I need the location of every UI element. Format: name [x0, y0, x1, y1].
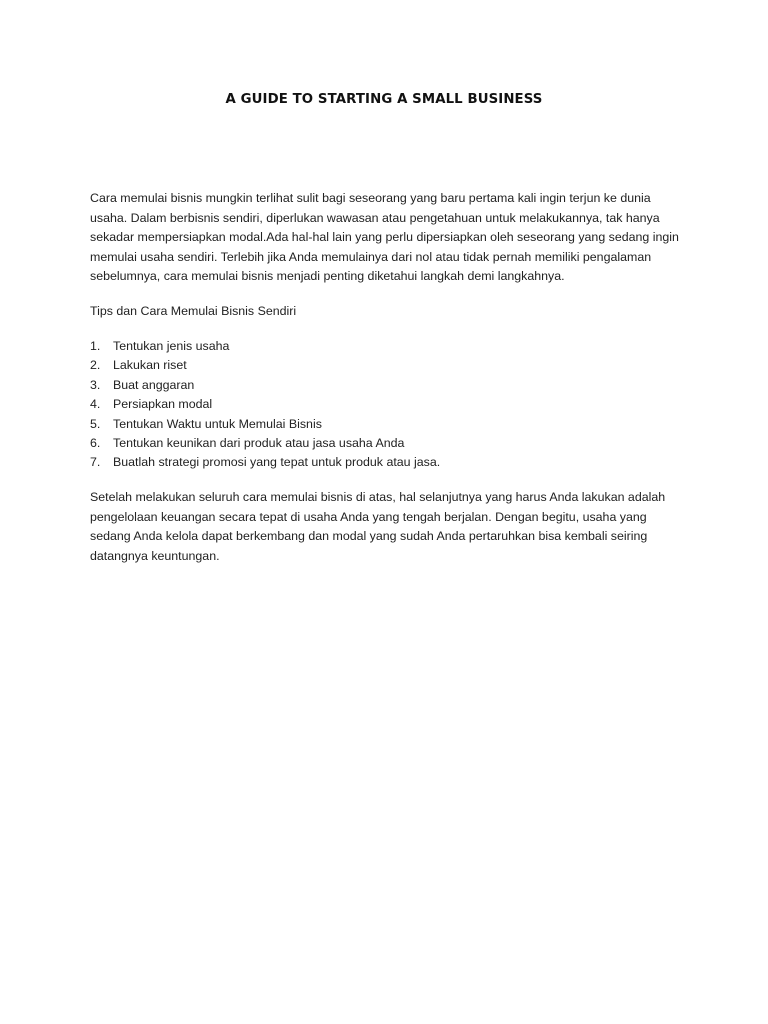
list-item	[90, 337, 690, 356]
list-item	[90, 434, 690, 453]
step-number: 4.	[90, 397, 101, 412]
list-item	[90, 453, 690, 472]
step-number: 7.	[90, 455, 101, 470]
intro-paragraph: Cara memulai bisnis mungkin terlihat sulit bagi seseorang yang baru pertama kali ingin terjun ke dunia usaha. Dalam berbisnis sendiri, diperlukan wawasan atau pengetahuan untuk melakukannya, tak hanya sekadar mempersiapkan modal.Ada hal-hal lain yang perlu dipersiapkan oleh seseorang yang sedang ingin memulai usaha sendiri. Terlebih jika Anda memulainya dari nol atau tidak pernah memiliki pengalaman sebelumnya, cara memulai bisnis menjadi penting diketahui langkah demi langkahnya.	[90, 191, 679, 284]
tips-heading: Tips dan Cara Memulai Bisnis Sendiri	[90, 304, 297, 318]
closing-paragraph: Setelah melakukan seluruh cara memulai bisnis di atas, hal selanjutnya yang harus Anda lakukan adalah pengelolaan keuangan secara tepat di usaha Anda yang tengah berjalan. Dengan begitu, usaha yang sedang Anda kelola dapat berkembang dan modal yang sudah Anda pertaruhkan bisa kembali seiring datangnya keuntungan.	[90, 490, 666, 563]
step-number: 5.	[90, 416, 101, 431]
list-item	[90, 376, 690, 395]
step-number: 2.	[90, 358, 101, 373]
step-text: Buat anggaran	[113, 377, 195, 392]
step-text: Buatlah strategi promosi yang tepat untuk produk atau jasa.	[113, 455, 441, 470]
step-number: 1.	[90, 339, 101, 353]
step-text: Tentukan jenis usaha	[113, 339, 230, 353]
list-item	[90, 415, 690, 434]
document-title: A GUIDE TO STARTING A SMALL BUSINESS	[225, 92, 543, 107]
step-text: Lakukan riset	[113, 358, 187, 373]
step-text: Tentukan keunikan dari produk atau jasa usaha Anda	[113, 436, 405, 451]
list-item	[90, 356, 690, 375]
step-number: 3.	[90, 377, 101, 392]
list-item	[90, 395, 690, 414]
step-number: 6.	[90, 436, 101, 451]
step-text: Persiapkan modal	[113, 397, 213, 412]
step-text: Tentukan Waktu untuk Memulai Bisnis	[113, 416, 322, 431]
steps-list	[90, 337, 690, 473]
